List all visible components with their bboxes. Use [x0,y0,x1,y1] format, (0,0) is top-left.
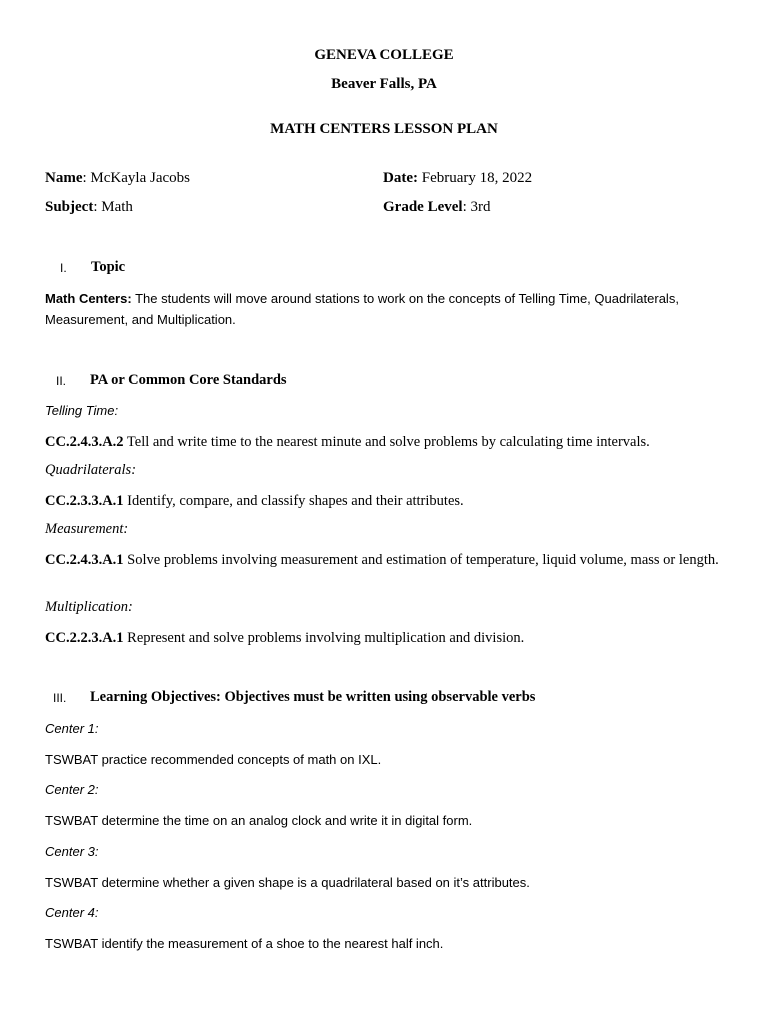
subject-label: Subject [45,199,94,215]
standard-line [45,628,735,648]
name-value: : McKayla Jacobs [82,170,190,186]
subject-field [45,199,133,216]
section-3-numeral: III. [53,691,67,705]
section-2-title: PA or Common Core Standards [90,372,287,388]
plan-title: MATH CENTERS LESSON PLAN [270,121,498,137]
section-3-title: Learning Objectives: Objectives must be written using observable verbs [90,689,536,705]
standard-text: Solve problems involving measurement and estimation of temperature, liquid volume, mass or length. [123,552,719,568]
college-name: GENEVA COLLEGE [314,47,454,63]
standard-code: CC.2.2.3.A.1 [45,630,124,646]
standard-category: Telling Time: [45,403,119,418]
topic-paragraph [45,288,735,330]
standard-code: CC.2.4.3.A.1 [45,552,124,568]
section-2-numeral: II. [56,374,67,388]
center-objective: TSWBAT practice recommended concepts of math on IXL. [45,752,382,767]
standard-text: Tell and write time to the nearest minute and solve problems by calculating time intervals. [123,434,650,450]
grade-field [383,199,491,216]
topic-text: The students will move around stations to work on the concepts of Telling Time, Quadrilaterals, Measurement, and Multiplication. [45,291,679,327]
center-objective: TSWBAT determine whether a given shape is a quadrilateral based on it’s attributes. [45,875,530,890]
section-1-numeral: I. [60,261,67,275]
topic-lead: Math Centers: [45,291,132,306]
date-field [383,170,532,187]
grade-value: : 3rd [462,199,491,215]
grade-label: Grade Level [383,199,463,215]
standard-category: Measurement: [45,521,129,537]
standard-text: Represent and solve problems involving multiplication and division. [123,630,525,646]
name-field [45,170,190,187]
name-label: Name [45,170,83,186]
date-label: Date: [383,170,418,186]
center-label: Center 4: [45,905,99,920]
center-label: Center 2: [45,782,99,797]
standard-code: CC.2.4.3.A.2 [45,434,124,450]
subject-value: : Math [93,199,133,215]
center-objective: TSWBAT determine the time on an analog clock and write it in digital form. [45,813,473,828]
date-value: February 18, 2022 [417,170,533,186]
center-objective: TSWBAT identify the measurement of a shoe to the nearest half inch. [45,936,444,951]
standard-category: Multiplication: [45,599,133,615]
standard-line [45,491,735,511]
standard-code: CC.2.3.3.A.1 [45,493,124,509]
section-1-title: Topic [91,259,126,275]
center-label: Center 1: [45,721,99,736]
center-label: Center 3: [45,844,99,859]
standard-line [45,432,735,452]
standard-category: Quadrilaterals: [45,462,137,478]
standard-text: Identify, compare, and classify shapes and their attributes. [123,493,464,509]
standard-line [45,550,735,570]
college-location: Beaver Falls, PA [331,76,437,92]
